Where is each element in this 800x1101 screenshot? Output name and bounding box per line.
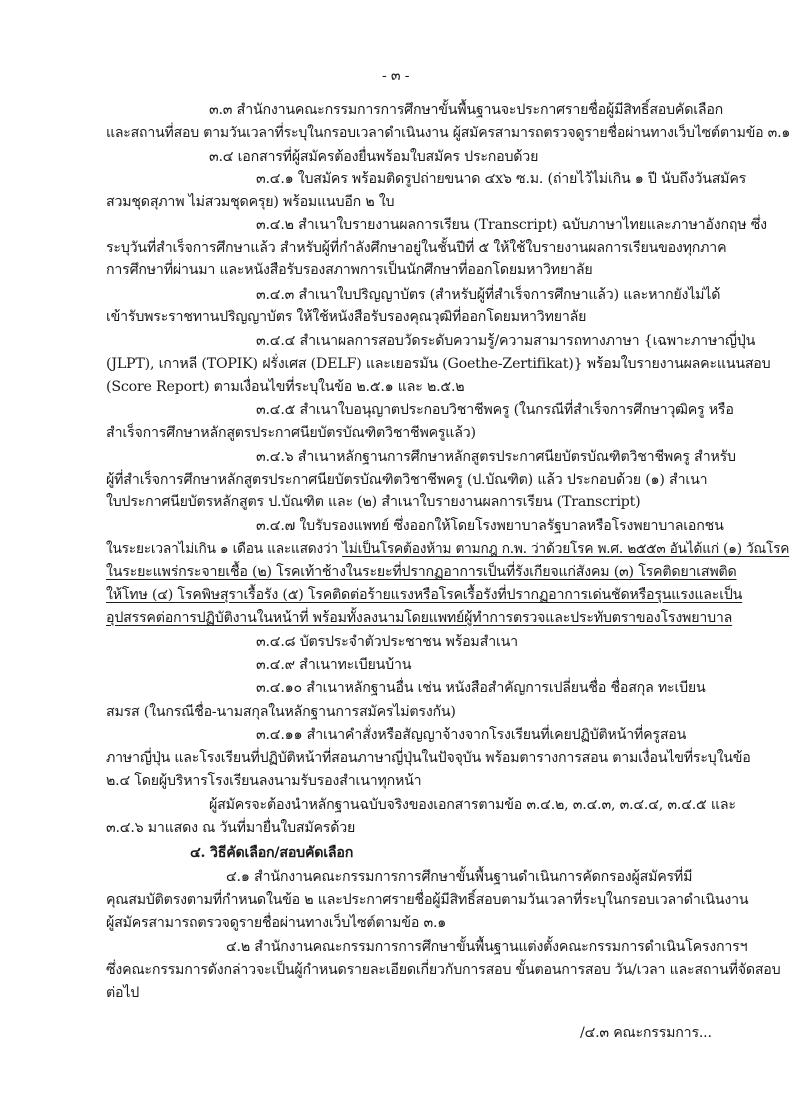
item-3-4-2-line-3: การศึกษาที่ผ่านมา และหนังสือรับรองสภาพการเป็นนักศึกษาที่ออกโดยมหาวิทยาลัย — [106, 262, 593, 278]
item-3-4-7-line-5: อุปสรรคต่อการปฏิบัติงานในหน้าที่ พร้อมทั้งลงนามโดยแพทย์ผู้ทำการตรวจและประทับตราของโรงพยาบาล — [106, 610, 733, 626]
item-3-4-8: ๓.๔.๘ บัตรประจำตัวประชาชน พร้อมสำเนา — [256, 634, 518, 650]
item-3-4-11-line-2: ภาษาญี่ปุ่น และโรงเรียนที่ปฏิบัติหน้าที่สอนภาษาญี่ปุ่นในปัจจุบัน พร้อมตารางการสอน ตามเงื่อนไขที่ระบุในข้อ — [106, 750, 751, 766]
para-4-1-line-3: ผู้สมัครสามารถตรวจดูรายชื่อผ่านทางเว็บไซต์ตามข้อ ๓.๑ — [106, 915, 447, 931]
original-documents-note-line-2: ๓.๔.๖ มาแสดง ณ วันที่มายื่นใบสมัครด้วย — [106, 820, 356, 836]
item-3-4-7-line-2 — [106, 540, 789, 558]
item-3-4-5-line-1: ๓.๔.๕ สำเนาใบอนุญาตประกอบวิชาชีพครู (ในกรณีที่สำเร็จการศึกษาวุฒิครู หรือ — [256, 402, 734, 418]
item-3-4-2-line-2: ระบุวันที่สำเร็จการศึกษาแล้ว สำหรับผู้ที่กำลังศึกษาอยู่ในชั้นปีที่ ๕ ให้ใช้ใบรายงานผลการเรียนของทุกภาค — [106, 240, 727, 256]
item-3-4-1-line-1: ๓.๔.๑ ใบสมัคร พร้อมติดรูปถ่ายขนาด ๔x๖ ซ.ม. (ถ่ายไว้ไม่เกิน ๑ ปี นับถึงวันสมัคร — [256, 171, 747, 187]
item-3-4-3-line-1: ๓.๔.๓ สำเนาใบปริญญาบัตร (สำหรับผู้ที่สำเร็จการศึกษาแล้ว) และหากยังไม่ได้ — [256, 287, 721, 303]
para-4-2-line-2: ซึ่งคณะกรรมการดังกล่าวจะเป็นผู้กำหนดรายละเอียดเกี่ยวกับการสอบ ขั้นตอนการสอบ วัน/เวลา และสถานที่จัดสอบ — [106, 962, 781, 978]
item-3-4-7-line-4: ให้โทษ (๔) โรคพิษสุราเรื้อรัง (๕) โรคติดต่อร้ายแรงหรือโรคเรื้อรังที่ปรากฏอาการเด่นชัดหรือรุนแรงและเป็น — [106, 587, 743, 603]
para-4-1-line-2: คุณสมบัติตรงตามที่กำหนดในข้อ ๒ และประกาศรายชื่อผู้มีสิทธิ์สอบตามวันเวลาที่ระบุในกรอบเวลาดำเนินงาน — [106, 892, 749, 908]
item-3-4-4-line-3: (Score Report) ตามเงื่อนไขที่ระบุในข้อ ๒.๕.๑ และ ๒.๕.๒ — [106, 379, 465, 395]
item-3-4-2-line-1: ๓.๔.๒ สำเนาใบรายงานผลการเรียน (Transcript) ฉบับภาษาไทยและภาษาอังกฤษ ซึ่ง — [256, 217, 767, 233]
item-3-4-7-line-2-plain: ในระยะเวลาไม่เกิน ๑ เดือน และแสดงว่า — [106, 541, 343, 557]
item-3-4-3-line-2: เข้ารับพระราชทานปริญญาบัตร ให้ใช้หนังสือรับรองคุณวุฒิที่ออกโดยมหาวิทยาลัย — [106, 309, 587, 325]
item-3-4-11-line-1: ๓.๔.๑๑ สำเนาคำสั่งหรือสัญญาจ้างจากโรงเรียนที่เคยปฏิบัติหน้าที่ครูสอน — [256, 727, 687, 743]
para-3-3-line-2: และสถานที่สอบ ตามวันเวลาที่ระบุในกรอบเวลาดำเนินงาน ผู้สมัครสามารถตรวจดูรายชื่อผ่านทางเว็บไซต์ตามข้อ ๓.๑ — [106, 125, 791, 141]
item-3-4-6-line-2: ผู้ที่สำเร็จการศึกษาหลักสูตรประกาศนียบัตรบัณฑิตวิชาชีพครู (ป.บัณฑิต) แล้ว ประกอบด้วย (๑) สำเนา — [106, 472, 708, 488]
item-3-4-5-line-2: สำเร็จการศึกษาหลักสูตรประกาศนียบัตรบัณฑิตวิชาชีพครูแล้ว) — [106, 425, 476, 441]
item-3-4-6-line-1: ๓.๔.๖ สำเนาหลักฐานการศึกษาหลักสูตรประกาศนียบัตรบัณฑิตวิชาชีพครู สำหรับ — [256, 449, 736, 465]
para-3-4-heading: ๓.๔ เอกสารที่ผู้สมัครต้องยื่นพร้อมใบสมัคร ประกอบด้วย — [209, 149, 539, 165]
item-3-4-1-line-2: สวมชุดสุภาพ ไม่สวมชุดครุย) พร้อมแนบอีก ๒ ใบ — [106, 194, 395, 210]
para-4-1-line-1: ๔.๑ สำนักงานคณะกรรมการการศึกษาขั้นพื้นฐานดำเนินการคัดกรองผู้สมัครที่มี — [226, 869, 693, 885]
item-3-4-6-line-3: ใบประกาศนียบัตรหลักสูตร ป.บัณฑิต และ (๒) สำเนาใบรายงานผลการเรียน (Transcript) — [106, 494, 641, 510]
item-3-4-10-line-2: สมรส (ในกรณีชื่อ-นามสกุลในหลักฐานการสมัครไม่ตรงกัน) — [106, 704, 456, 720]
continuation-note: /๔.๓ คณะกรรมการ... — [580, 1025, 712, 1041]
item-3-4-4-line-1: ๓.๔.๔ สำเนาผลการสอบวัดระดับความรู้/ความสามารถทางภาษา {เฉพาะภาษาญี่ปุ่น — [256, 333, 756, 349]
item-3-4-4-line-2: (JLPT), เกาหลี (TOPIK) ฝรั่งเศส (DELF) และเยอรมัน (Goethe-Zertifikat)} พร้อมใบรายงานผลคะแนนสอบ — [106, 356, 771, 372]
para-4-2-line-3: ต่อไป — [106, 985, 140, 1001]
page-number: - ๓ - — [382, 68, 410, 84]
item-3-4-10-line-1: ๓.๔.๑๐ สำเนาหลักฐานอื่น เช่น หนังสือสำคัญการเปลี่ยนชื่อ ชื่อสกุล ทะเบียน — [256, 680, 706, 696]
item-3-4-9: ๓.๔.๙ สำเนาทะเบียนบ้าน — [256, 657, 412, 673]
item-3-4-7-line-1: ๓.๔.๗ ใบรับรองแพทย์ ซึ่งออกให้โดยโรงพยาบาลรัฐบาลหรือโรงพยาบาลเอกชน — [256, 518, 724, 534]
para-4-2-line-1: ๔.๒ สำนักงานคณะกรรมการการศึกษาขั้นพื้นฐานแต่งตั้งคณะกรรมการดำเนินโครงการฯ — [226, 939, 748, 955]
item-3-4-11-line-3: ๒.๔ โดยผู้บริหารโรงเรียนลงนามรับรองสำเนาทุกหน้า — [106, 773, 422, 789]
item-3-4-7-line-3: ในระยะแพร่กระจายเชื้อ (๒) โรคเท้าช้างในระยะที่ปรากฏอาการเป็นที่รังเกียจแก่สังคม (๓) โรคติดยาเสพติด — [106, 564, 737, 580]
para-3-3-line-1: ๓.๓ สำนักงานคณะกรรมการการศึกษาขั้นพื้นฐานจะประกาศรายชื่อผู้มีสิทธิ์สอบคัดเลือก — [209, 102, 724, 118]
prohibited-diseases-underlined: ไม่เป็นโรคต้องห้าม ตามกฎ ก.พ. ว่าด้วยโรค พ.ศ. ๒๕๕๓ อันได้แก่ (๑) วัณโรค — [342, 541, 790, 557]
original-documents-note-line-1: ผู้สมัครจะต้องนำหลักฐานฉบับจริงของเอกสารตามข้อ ๓.๔.๒, ๓.๔.๓, ๓.๔.๔, ๓.๔.๕ และ — [209, 797, 736, 813]
section-4-heading: ๔. วิธีคัดเลือก/สอบคัดเลือก — [190, 845, 354, 861]
